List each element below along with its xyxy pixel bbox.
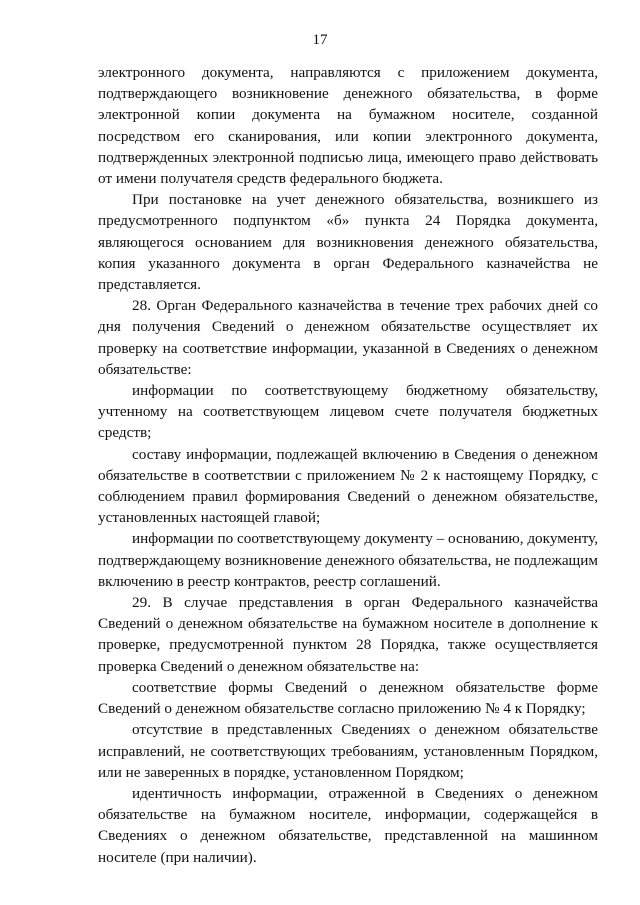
- paragraph-29-item-3: идентичность информации, отраженной в Сведениях о денежном обязательстве на бумажном носителе, информации, содержащейся в Сведениях о денежном обязательстве, представленной на машинном носителе (при наличии).: [98, 784, 598, 866]
- paragraph-28-item-3: информации по соответствующему документу – основанию, документу, подтверждающему возникновение денежного обязательства, не подлежащим включению в реестр контрактов, реестр соглашений.: [98, 530, 598, 590]
- paragraph-continuation: электронного документа, направляются с приложением документа, подтверждающего возникновение денежного обязательства, в форме электронной копии документа на бумажном носителе, созданной посредством его сканирования, или копии электронного документа, подтвержденных электронной подписью лица, имеющего право действовать от имени получателя средств федерального бюджета.: [98, 64, 598, 188]
- document-body: [98, 62, 598, 868]
- paragraph-29: 29. В случае представления в орган Федерального казначейства Сведений о денежном обязательстве на бумажном носителе в дополнение к проверке, предусмотренной пунктом 28 Порядка, также осуществляется проверка Сведений о денежном обязательстве на:: [98, 594, 598, 675]
- paragraph-28: 28. Орган Федерального казначейства в течение трех рабочих дней со дня получения Сведений о денежном обязательстве осуществляет их проверку на соответствие информации, указанной в Сведениях о денежном обязательстве:: [98, 297, 598, 378]
- paragraph-registration-note: При постановке на учет денежного обязательства, возникшего из предусмотренного подпунктом «б» пункта 24 Порядка документа, являющегося основанием для возникновения денежного обязательства, копия указанного документа в орган Федерального казначейства не представляется.: [98, 191, 598, 294]
- paragraph-28-item-1: информации по соответствующему бюджетному обязательству, учтенному на соответствующем лицевом счете получателя бюджетных средств;: [98, 382, 598, 442]
- paragraph-29-item-2: отсутствие в представленных Сведениях о денежном обязательстве исправлений, не соответствующих требованиям, установленным Порядком, или не заверенных в порядке, установленном Порядком;: [98, 721, 598, 781]
- paragraph-29-item-1: соответствие формы Сведений о денежном обязательстве форме Сведений о денежном обязательстве согласно приложению № 4 к Порядку;: [98, 678, 598, 718]
- paragraph-28-item-2: составу информации, подлежащей включению в Сведения о денежном обязательстве в соответствии с приложением № 2 к настоящему Порядку, с соблюдением правил формирования Сведений о денежном обязательстве, установленных настоящей главой;: [98, 445, 598, 527]
- page-number: 17: [312, 32, 328, 48]
